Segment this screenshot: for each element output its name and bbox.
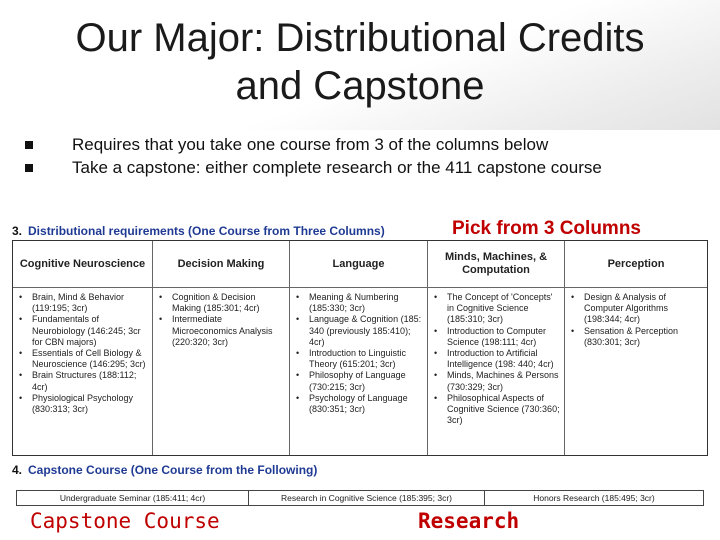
course-list <box>290 288 427 415</box>
bullet-list <box>22 133 692 179</box>
section-number: 3. <box>12 224 23 238</box>
section-number: 4. <box>12 463 23 477</box>
column-cognitive-neuroscience <box>13 241 153 455</box>
capstone-course-label: Capstone Course <box>30 509 220 533</box>
title-line-2: and Capstone <box>235 64 485 108</box>
course-item: • Introduction to Linguistic Theory (615:201; 3cr) <box>296 348 424 370</box>
column-header: Minds, Machines, & Computation <box>428 241 564 288</box>
column-minds-machines-computation <box>428 241 565 455</box>
column-header: Cognitive Neuroscience <box>13 241 152 288</box>
bullet-item <box>22 156 692 179</box>
course-item: • Brain, Mind & Behavior (119:195; 3cr) <box>19 292 149 314</box>
course-item: • Cognition & Decision Making (185:301; 4cr) <box>159 292 286 314</box>
column-header: Language <box>290 241 427 288</box>
section-heading-text: Distributional requirements (One Course from Three Columns) <box>28 224 385 238</box>
course-list <box>565 288 707 348</box>
distributional-heading <box>12 224 385 238</box>
column-perception <box>565 241 707 455</box>
pick-columns-callout: Pick from 3 Columns <box>452 218 641 239</box>
course-item: • Physiological Psychology (830:313; 3cr) <box>19 393 149 415</box>
course-item: • Fundamentals of Neurobiology (146:245; 3cr for CBN majors) <box>19 314 149 348</box>
capstone-option: Honors Research (185:495; 3cr) <box>533 493 655 503</box>
course-item: • Philosophy of Language (730:215; 3cr) <box>296 370 424 392</box>
course-item: • Psychology of Language (830:351; 3cr) <box>296 393 424 415</box>
square-bullet-icon <box>25 164 33 172</box>
course-item: • The Concept of 'Concepts' in Cognitive Science (185:310; 3cr) <box>434 292 561 326</box>
course-item: • Meaning & Numbering (185:330; 3cr) <box>296 292 424 314</box>
course-list <box>153 288 289 348</box>
course-item: • Philosophical Aspects of Cognitive Science (730:360; 3cr) <box>434 393 561 427</box>
research-label: Research <box>418 509 520 533</box>
capstone-option: Research in Cognitive Science (185:395; 3cr) <box>249 491 485 505</box>
course-item: • Essentials of Cell Biology & Neuroscience (146:295; 3cr) <box>19 348 149 370</box>
course-item: • Design & Analysis of Computer Algorithms (198:344; 4cr) <box>571 292 704 326</box>
slide-title <box>0 14 720 110</box>
course-item: • Introduction to Artificial Intelligence (198: 440; 4cr) <box>434 348 561 370</box>
course-item: • Minds, Machines & Persons (730:329; 3cr) <box>434 370 561 392</box>
course-list <box>428 288 564 426</box>
capstone-options-table <box>16 490 704 506</box>
course-item: • Language & Cognition (185: 340 (previously 185:410); 4cr) <box>296 314 424 348</box>
course-list <box>13 288 152 415</box>
distributional-table <box>12 240 708 456</box>
column-header: Perception <box>565 241 707 288</box>
square-bullet-icon <box>25 141 33 149</box>
title-line-1: Our Major: Distributional Credits <box>75 16 645 60</box>
capstone-heading <box>12 463 317 477</box>
column-decision-making <box>153 241 290 455</box>
course-item: • Sensation & Perception (830:301; 3cr) <box>571 326 704 348</box>
bullet-item <box>22 133 692 156</box>
bullet-text: Take a capstone: either complete research or the 411 capstone course <box>72 158 602 177</box>
column-language <box>290 241 428 455</box>
section-heading-text: Capstone Course (One Course from the Following) <box>28 463 318 477</box>
capstone-option: Undergraduate Seminar (185:411; 4cr) <box>17 491 249 505</box>
course-item: • Introduction to Computer Science (198:111; 4cr) <box>434 326 561 348</box>
course-item: • Intermediate Microeconomics Analysis (220:320; 3cr) <box>159 314 286 348</box>
bullet-text: Requires that you take one course from 3 of the columns below <box>72 135 549 154</box>
course-item: • Brain Structures (188:112; 4cr) <box>19 370 149 392</box>
column-header: Decision Making <box>153 241 289 288</box>
